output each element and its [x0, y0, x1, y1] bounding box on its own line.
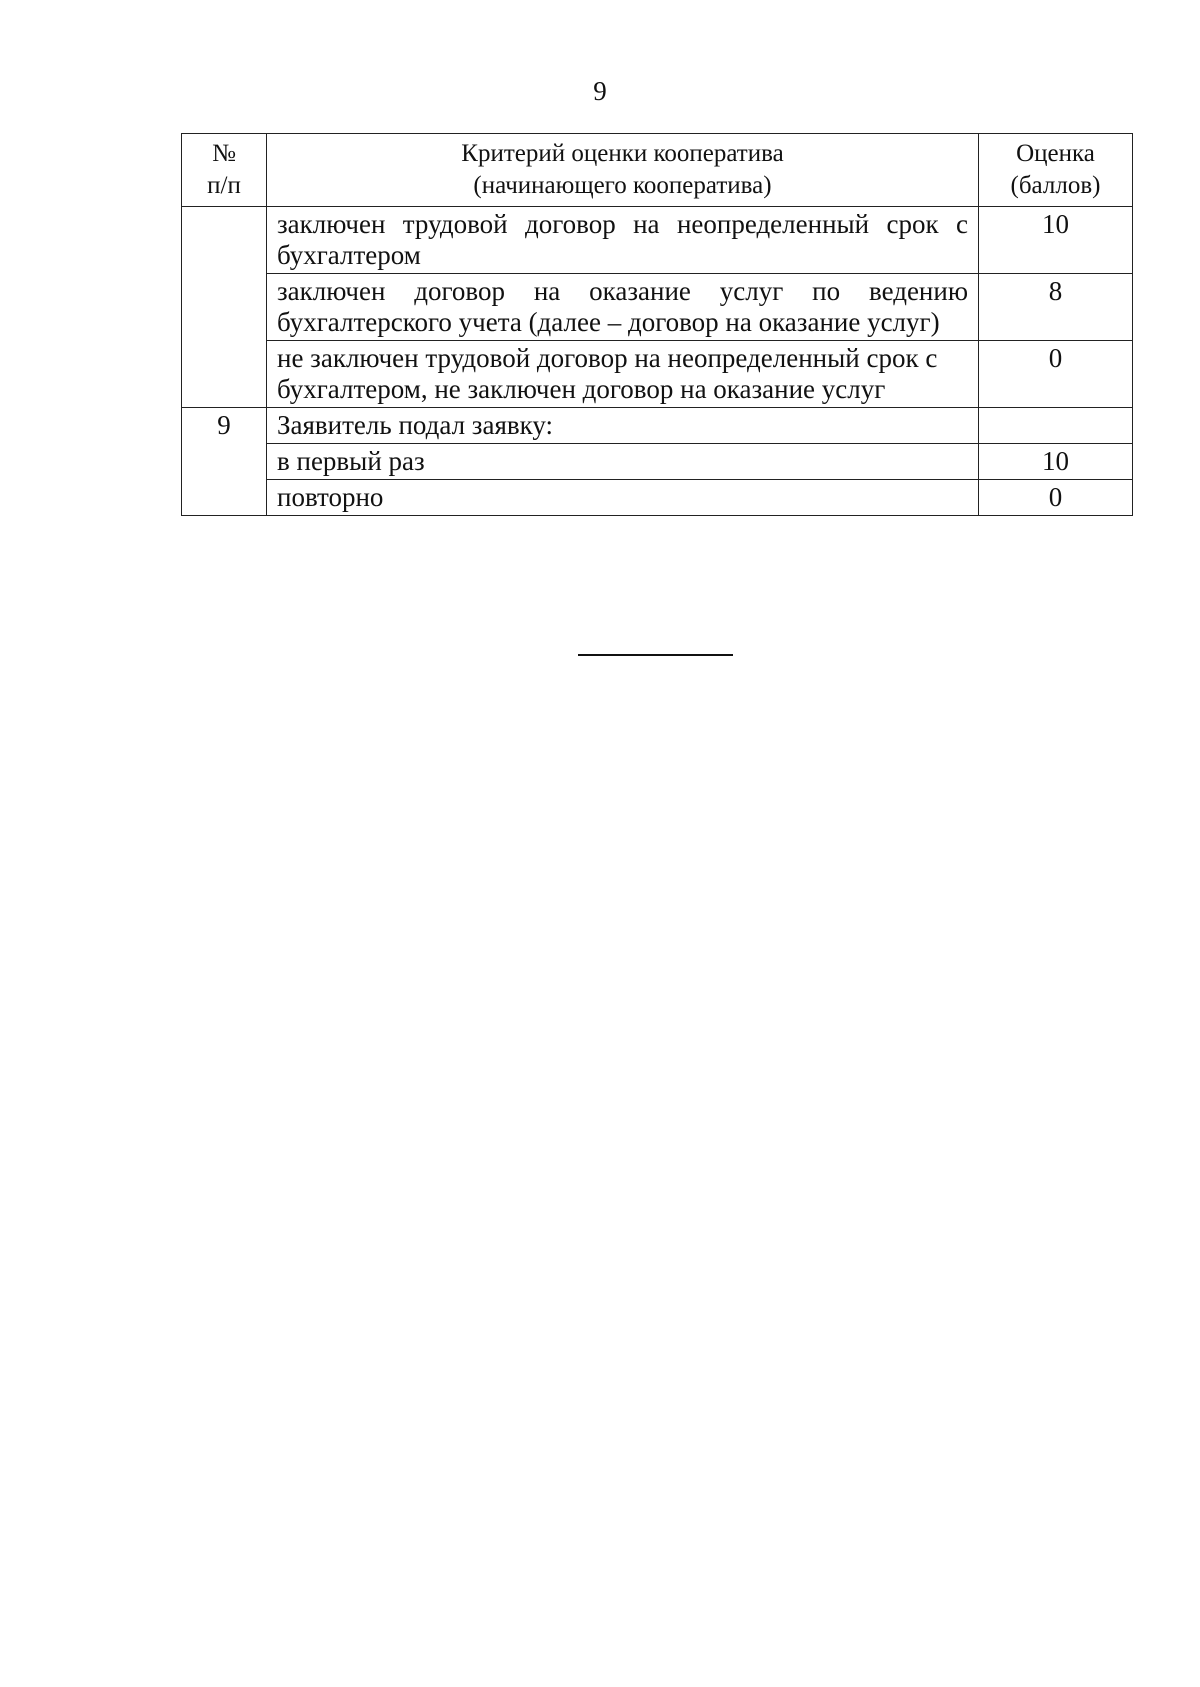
- header-criterion-cell: [267, 134, 979, 207]
- score-cell: 0: [979, 341, 1133, 408]
- criterion-cell: заключен трудовой договор на неопределенный срок с бухгалтером: [267, 207, 979, 274]
- row-number-cell: 9: [182, 408, 267, 516]
- score-cell: 0: [979, 480, 1133, 516]
- header-num-cell: [182, 134, 267, 207]
- table-row: [182, 480, 1133, 516]
- table-header-row: [182, 134, 1133, 207]
- table-row: [182, 408, 1133, 444]
- table-row: [182, 207, 1133, 274]
- row-number-cell: [182, 207, 267, 408]
- header-criterion-subtitle: (начинающего кооператива): [473, 172, 772, 199]
- header-num-symbol: №: [212, 140, 236, 167]
- end-of-document-line: [578, 654, 733, 656]
- score-cell: 10: [979, 444, 1133, 480]
- table-row: [182, 341, 1133, 408]
- header-score-unit: (баллов): [1010, 172, 1101, 199]
- score-cell: [979, 408, 1133, 444]
- header-num-label: п/п: [207, 172, 241, 199]
- header-score-title: Оценка: [1016, 140, 1095, 167]
- header-criterion-title: Критерий оценки кооператива: [461, 140, 784, 167]
- criterion-cell: Заявитель подал заявку:: [267, 408, 979, 444]
- page-number: 9: [593, 76, 607, 106]
- header-score-cell: [979, 134, 1133, 207]
- table-row: [182, 274, 1133, 341]
- criterion-cell: заключен договор на оказание услуг по ведению бухгалтерского учета (далее – договор на оказание услуг): [267, 274, 979, 341]
- score-cell: 8: [979, 274, 1133, 341]
- criteria-table: [181, 133, 1133, 516]
- table-row: [182, 444, 1133, 480]
- score-cell: 10: [979, 207, 1133, 274]
- criterion-cell: в первый раз: [267, 444, 979, 480]
- criterion-cell: не заключен трудовой договор на неопределенный срок с бухгалтером, не заключен договор на оказание услуг: [267, 341, 979, 408]
- criterion-cell: повторно: [267, 480, 979, 516]
